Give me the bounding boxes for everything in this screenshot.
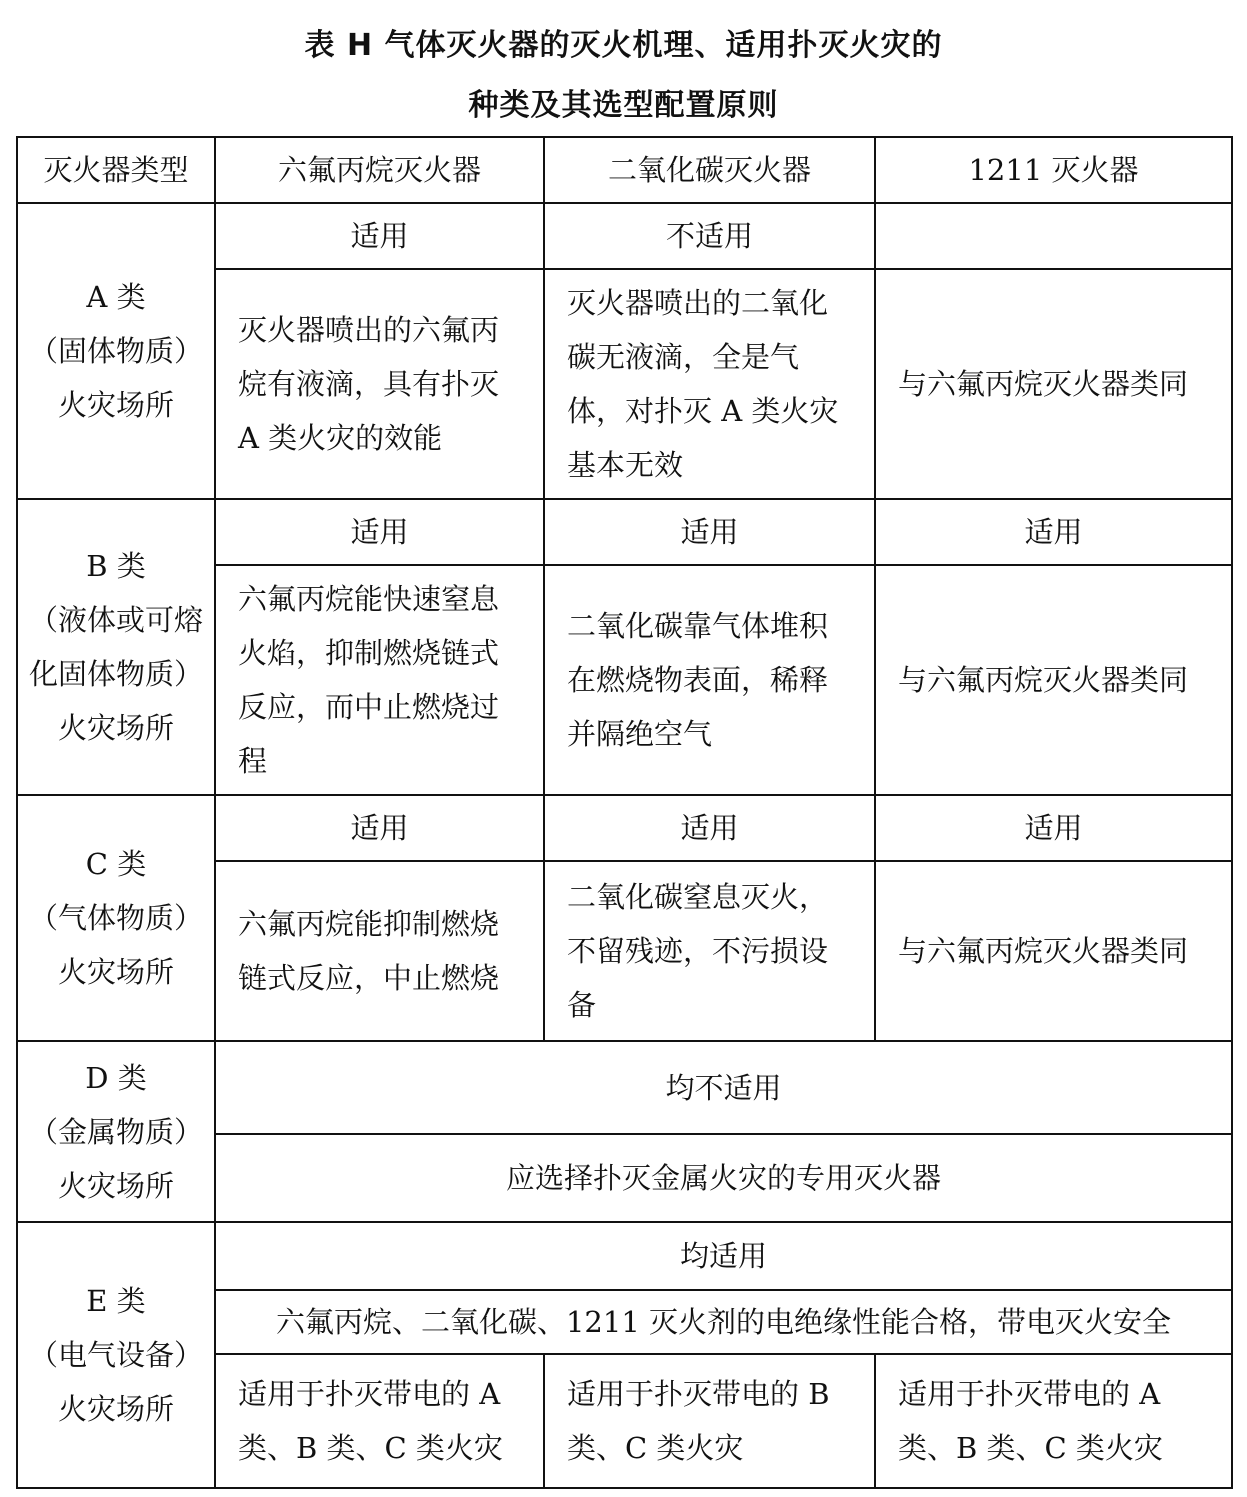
class-c-s3: 适用 (875, 795, 1232, 861)
class-e-d2: 适用于扑灭带电的 B 类、C 类火灾 (544, 1354, 875, 1488)
class-b-label-1: B 类 (86, 549, 146, 583)
class-c-s1: 适用 (215, 795, 544, 861)
class-c-suitability-row (17, 795, 1232, 861)
class-e-suitability-row (17, 1222, 1232, 1290)
class-d-label-2: （金属物质） (28, 1114, 203, 1149)
class-e-d1: 适用于扑灭带电的 A 类、B 类、C 类火灾 (215, 1354, 544, 1488)
table-title-line2: 种类及其选型配置原则 (468, 88, 779, 123)
extinguisher-table (16, 136, 1233, 1489)
class-c-d2: 二氧化碳窒息灭火，不留残迹，不污损设备 (544, 861, 875, 1041)
class-a-label (17, 203, 215, 499)
class-a-s2: 不适用 (544, 203, 875, 269)
class-d-suitability-row (17, 1041, 1232, 1134)
class-d-desc: 应选择扑灭金属火灾的专用灭火器 (215, 1134, 1232, 1222)
class-a-d3: 与六氟丙烷灭火器类同 (875, 269, 1232, 499)
class-a-s1: 适用 (215, 203, 544, 269)
class-b-d1: 六氟丙烷能快速窒息火焰，抑制燃烧链式反应，而中止燃烧过程 (215, 565, 544, 795)
class-b-d2: 二氧化碳靠气体堆积在燃烧物表面，稀释并隔绝空气 (544, 565, 875, 795)
class-b-d3: 与六氟丙烷灭火器类同 (875, 565, 1232, 795)
class-c-label-3: 火灾场所 (57, 955, 174, 989)
class-a-d1: 灭火器喷出的六氟丙烷有液滴，具有扑灭 A 类火灾的效能 (215, 269, 544, 499)
class-d-label (17, 1041, 215, 1222)
header-row (17, 137, 1232, 203)
class-d-suitability: 均不适用 (215, 1041, 1232, 1134)
class-a-d2: 灭火器喷出的二氧化碳无液滴，全是气体，对扑灭 A 类火灾基本无效 (544, 269, 875, 499)
header-hexafluoropropane: 六氟丙烷灭火器 (215, 137, 544, 203)
class-b-label-2: （液体或可熔 (28, 603, 203, 637)
class-b-s2: 适用 (544, 499, 875, 565)
class-c-label-2: （气体物质） (28, 901, 203, 935)
class-e-label-1: E 类 (86, 1284, 146, 1318)
class-e-label-3: 火灾场所 (57, 1392, 174, 1426)
class-b-s1: 适用 (215, 499, 544, 565)
class-b-suitability-row (17, 499, 1232, 565)
header-co2: 二氧化碳灭火器 (544, 137, 875, 203)
class-c-d3: 与六氟丙烷灭火器类同 (875, 861, 1232, 1041)
class-a-suitability-row (17, 203, 1232, 269)
class-a-label-1: A 类 (86, 280, 146, 314)
class-c-label-1: C 类 (85, 847, 147, 881)
header-1211: 1211 灭火器 (875, 137, 1232, 203)
class-b-label (17, 499, 215, 795)
header-type: 灭火器类型 (17, 137, 215, 203)
class-a-label-3: 火灾场所 (57, 388, 174, 422)
class-e-suitability: 均适用 (215, 1222, 1232, 1290)
class-b-label-4: 火灾场所 (57, 711, 174, 745)
class-e-d3: 适用于扑灭带电的 A 类、B 类、C 类火灾 (875, 1354, 1232, 1488)
class-d-label-3: 火灾场所 (57, 1168, 174, 1203)
class-e-note: 六氟丙烷、二氧化碳、1211 灭火剂的电绝缘性能合格，带电灭火安全 (215, 1290, 1232, 1354)
table-title-line1: 表 H 气体灭火器的灭火机理、适用扑灭火灾的 (304, 28, 943, 63)
class-c-d1: 六氟丙烷能抑制燃烧链式反应，中止燃烧 (215, 861, 544, 1041)
class-e-label-2: （电气设备） (28, 1338, 203, 1372)
class-c-label (17, 795, 215, 1041)
class-b-s3: 适用 (875, 499, 1232, 565)
class-c-s2: 适用 (544, 795, 875, 861)
class-e-label (17, 1222, 215, 1488)
class-d-label-1: D 类 (85, 1060, 147, 1095)
class-a-s3 (875, 203, 1232, 269)
class-a-label-2: （固体物质） (28, 334, 203, 368)
class-b-label-3: 化固体物质） (28, 657, 203, 691)
